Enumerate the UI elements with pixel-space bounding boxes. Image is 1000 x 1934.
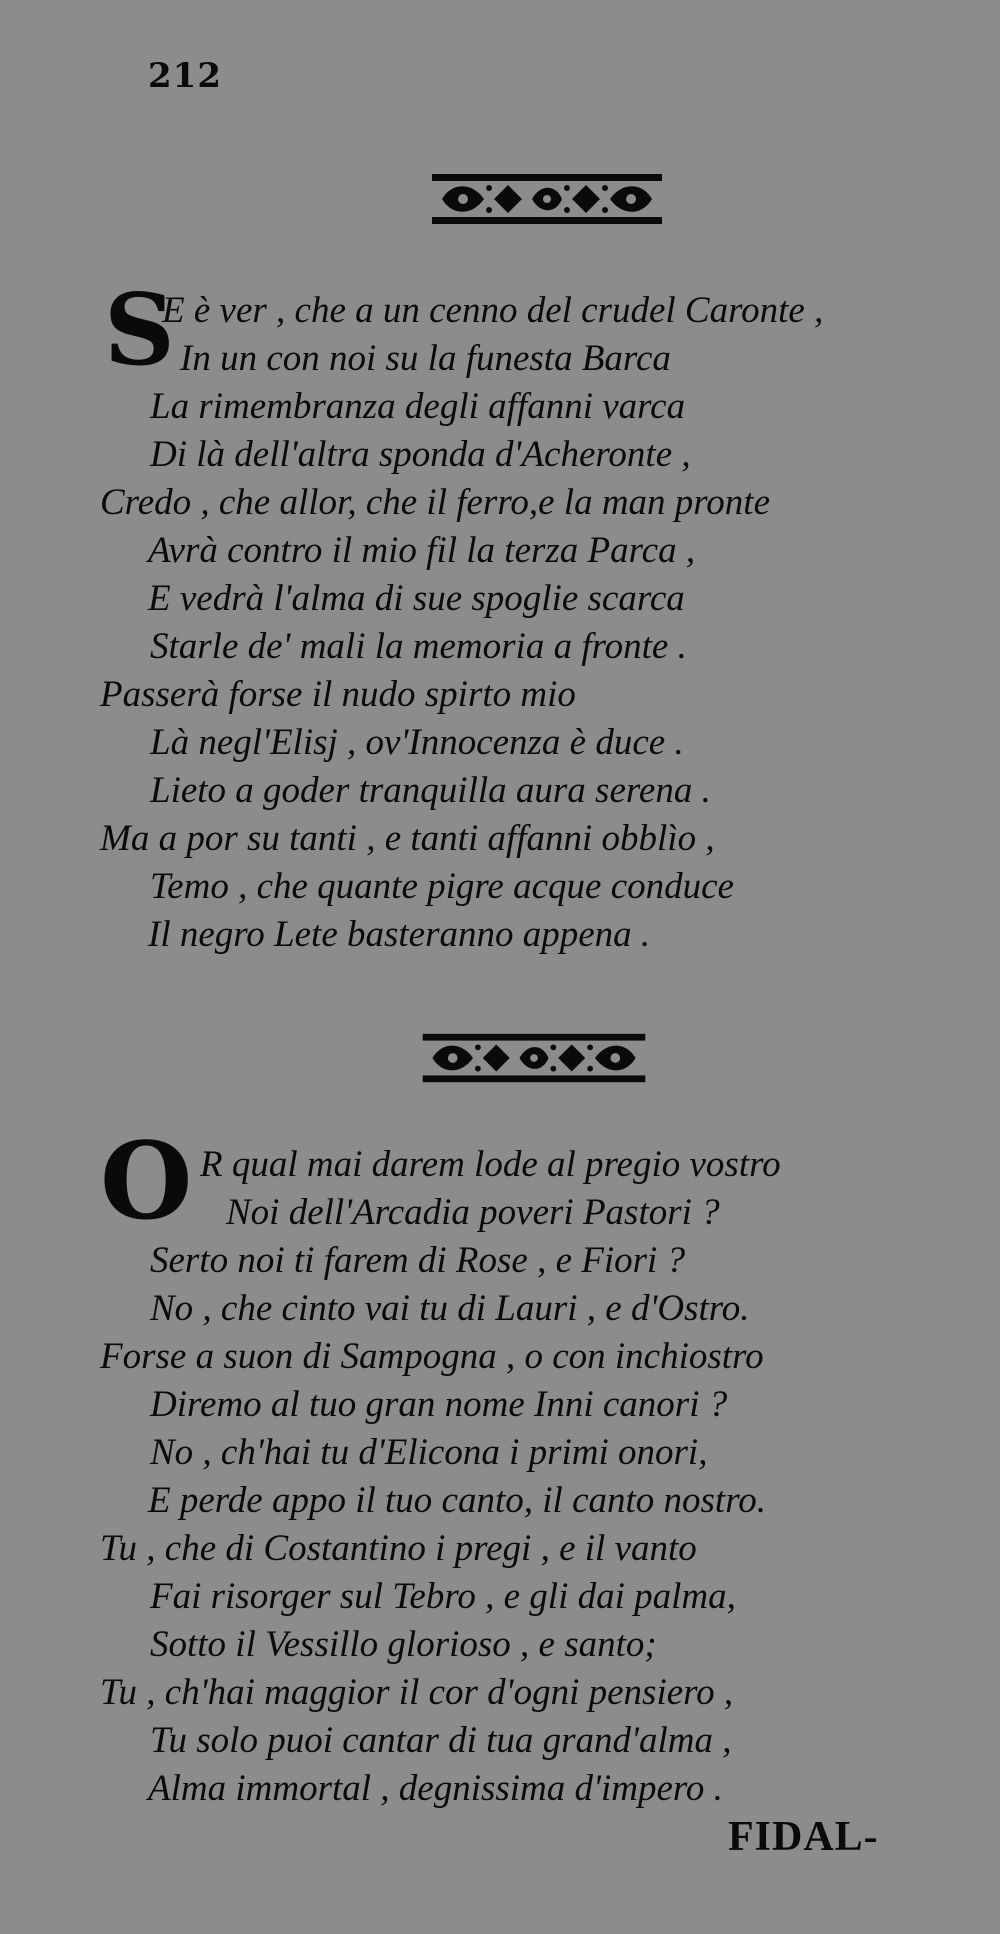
verse-line: E perde appo il tuo canto, il canto nostro. [148, 1480, 766, 1521]
printer-ornament-middle [420, 1028, 648, 1088]
verse-line: Lieto a goder tranquilla aura serena . [150, 770, 711, 811]
verse-line: Temo , che quante pigre acque conduce [150, 866, 734, 907]
verse-line: In un con noi su la funesta Barca [180, 338, 671, 379]
drop-cap: O [100, 1118, 193, 1243]
verse-line: Il negro Lete basteranno appena . [148, 914, 651, 955]
verse-line: Alma immortal , degnissima d'impero . [148, 1768, 723, 1809]
verse-line: Là negl'Elisj , ov'Innocenza è duce . [150, 722, 684, 763]
verse-line: Tu , ch'hai maggior il cor d'ogni pensiero , [100, 1672, 734, 1713]
verse-line: Credo , che allor, che il ferro,e la man pronte [100, 482, 771, 523]
verse-line: R qual mai darem lode al pregio vostro [200, 1144, 781, 1185]
verse-line: E vedrà l'alma di sue spoglie scarca [148, 578, 685, 619]
verse-line: Forse a suon di Sampogna , o con inchiostro [100, 1336, 764, 1377]
verse-line: Starle de' mali la memoria a fronte . [150, 626, 687, 667]
verse-line: Serto noi ti farem di Rose , e Fiori ? [150, 1240, 686, 1281]
verse-line: Fai risorger sul Tebro , e gli dai palma, [150, 1576, 736, 1617]
verse-line: Tu , che di Costantino i pregi , e il vanto [100, 1528, 697, 1569]
verse-line: Sotto il Vessillo glorioso , e santo; [150, 1624, 657, 1665]
verse-line: Di là dell'altra sponda d'Acheronte , [150, 434, 691, 475]
drop-cap: S [104, 273, 175, 388]
catchword: FIDAL- [728, 1814, 879, 1860]
printer-ornament-top [432, 168, 662, 230]
page-number: 212 [148, 56, 222, 96]
verse-line: Diremo al tuo gran nome Inni canori ? [150, 1384, 728, 1425]
verse-line: No , che cinto vai tu di Lauri , e d'Ostro. [150, 1288, 750, 1329]
verse-line: Avrà contro il mio fil la terza Parca , [148, 530, 696, 571]
verse-line: No , ch'hai tu d'Elicona i primi onori, [150, 1432, 708, 1473]
verse-line: Noi dell'Arcadia poveri Pastori ? [226, 1192, 720, 1233]
verse-line: La rimembranza degli affanni varca [150, 386, 686, 427]
verse-line: E è ver , che a un cenno del crudel Caronte , [162, 290, 824, 331]
verse-line: Passerà forse il nudo spirto mio [100, 674, 576, 715]
verse-line: Ma a por su tanti , e tanti affanni obblìo , [100, 818, 715, 859]
verse-line: Tu solo puoi cantar di tua grand'alma , [150, 1720, 732, 1761]
